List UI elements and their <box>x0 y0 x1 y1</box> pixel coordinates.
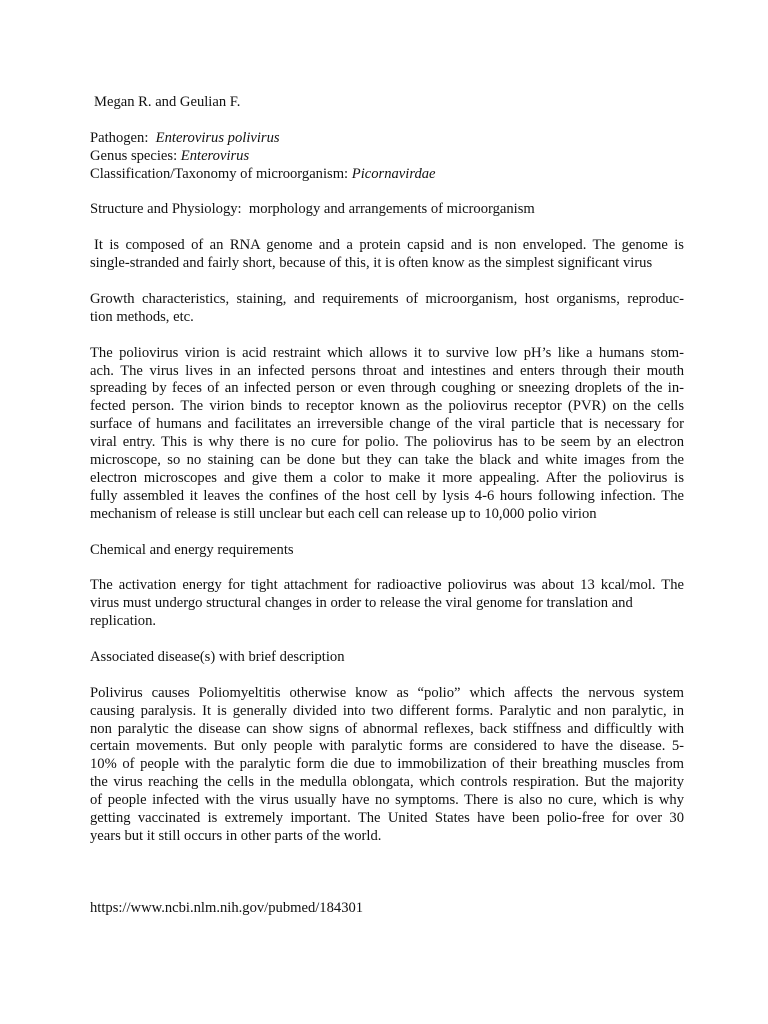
growth-body-line: fully assembled it leaves the confines of the host cell by lysis 4-6 hours following infection. The <box>90 487 684 504</box>
growth-body-line: viral entry. This is why there is no cure for polio. The poliovirus has to be seem by an electron <box>90 434 684 451</box>
chemical-body-line: virus must undergo structural changes in order to release the viral genome for translation and <box>90 595 633 612</box>
pathogen-line <box>90 130 684 148</box>
growth-heading <box>90 291 684 327</box>
chemical-body-line: replication. <box>90 613 157 630</box>
disease-body-line: the virus reaching the cells in the medulla oblongata, which controls respiration. But the majority <box>90 774 684 791</box>
chemical-heading-text: Chemical and energy requirements <box>90 541 294 558</box>
disease-body-line: of people infected with the virus usually have no symptoms. There is also no cure, which is why <box>90 792 684 809</box>
disease-body-line: Polivirus causes Poliomyeltitis otherwise know as “polio” which affects the nervous system <box>90 684 684 701</box>
growth-heading-line: Growth characteristics, staining, and requirements of microorganism, host organisms, reproduc- <box>90 290 684 307</box>
authors-line <box>90 94 684 112</box>
structure-body-line: It is composed of an RNA genome and a protein capsid and is non enveloped. The genome is <box>94 237 684 254</box>
authors-text: Megan R. and Geulian F. <box>94 94 241 110</box>
structure-body-line: single-stranded and fairly short, because of this, it is often know as the simplest significant virus <box>90 255 653 272</box>
pathogen-value: Enterovirus polivirus <box>155 129 280 146</box>
structure-body <box>90 237 684 273</box>
disease-heading <box>90 649 684 667</box>
chemical-heading <box>90 542 684 560</box>
reference-link[interactable]: https://www.ncbi.nlm.nih.gov/pubmed/184301 <box>90 899 364 916</box>
growth-body-line: surface of humans and facilitates an irreversible change of the viral particle that is necessary for <box>90 416 684 433</box>
genus-label: Genus species: <box>90 147 178 164</box>
growth-body-line: electron microscopes and give them a color to make it more appealing. After the poliovirus is <box>90 469 684 486</box>
disease-body-line: causing paralysis. It is generally divided into two different forms. Paralytic and non paralytic, in <box>90 702 684 719</box>
disease-body-line: 10% of people with the paralytic form die due to immobilization of their breathing muscles from <box>90 756 684 773</box>
disease-heading-text: Associated disease(s) with brief description <box>90 648 345 665</box>
disease-body-line: years but it still occurs in other parts of the world. <box>90 828 382 845</box>
chemical-body <box>90 577 684 631</box>
growth-body-line: fected person. The virion binds to receptor known as the poliovirus receptor (PVR) on the cells <box>90 398 684 415</box>
document-page <box>90 94 684 936</box>
genus-line <box>90 148 684 166</box>
growth-body-line: ach. The virus lives in an infected persons throat and intestines and enters through their mouth <box>90 362 684 379</box>
classification-line <box>90 166 684 184</box>
blank-spacer <box>90 864 684 900</box>
structure-heading-text: Structure and Physiology: morphology and arrangements of microorganism <box>90 201 535 218</box>
classification-label: Classification/Taxonomy of microorganism: <box>90 165 349 182</box>
disease-body-line: getting vaccinated is extremely important. The United States have been polio-free for over 30 <box>90 810 684 827</box>
growth-body <box>90 345 684 524</box>
growth-heading-line: tion methods, etc. <box>90 308 194 325</box>
pathogen-label: Pathogen: <box>90 129 149 146</box>
growth-body-line: microscope, so no staining can be done but they can take the black and white images from the <box>90 452 684 469</box>
classification-value: Picornavirdae <box>351 165 436 182</box>
growth-body-line: spreading by feces of an infected person or even through coughing or sneezing droplets of the in- <box>90 380 684 397</box>
growth-body-line: The poliovirus virion is acid restraint which allows it to survive low pH’s like a humans stom- <box>90 344 684 361</box>
growth-body-line: mechanism of release is still unclear but each cell can release up to 10,000 polio virion <box>90 505 597 522</box>
reference-block <box>90 900 684 918</box>
chemical-body-line: The activation energy for tight attachment for radioactive poliovirus was about 13 kcal/mol. The <box>90 577 684 594</box>
disease-body <box>90 685 684 846</box>
taxonomy-block <box>90 130 684 184</box>
genus-value: Enterovirus <box>180 147 250 164</box>
structure-heading <box>90 201 684 219</box>
disease-body-line: certain movements. But only people with paralytic forms are considered to have the disease. 5- <box>90 738 684 755</box>
disease-body-line: non paralytic the disease can show signs of abnormal reflexes, back stiffness and difficultly with <box>90 720 684 737</box>
